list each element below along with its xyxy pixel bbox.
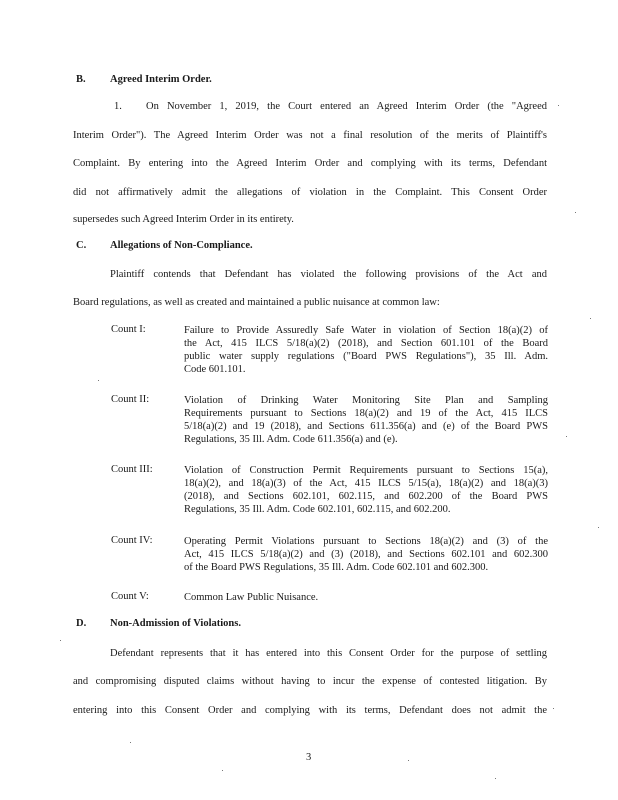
count-iii-line-1: Violation of Construction Permit Requirements pursuant to Sections 15(a), [184,465,548,476]
page-number: 3 [306,752,312,763]
count-i-line-1: Failure to Provide Assuredly Safe Water in violation of Section 18(a)(2) of [184,325,548,336]
section-d-line-1: Defendant represents that it has entered into this Consent Order for the purpose of settling [110,648,547,659]
count-ii-line-3: 5/18(a)(2) and 19 (2018), and Sections 611.356(a) and (e) of the Board PWS [184,421,548,432]
scan-speck [98,380,99,381]
scan-speck [553,708,554,709]
section-d-letter: D. [76,618,87,629]
section-b-title: Agreed Interim Order. [110,74,212,85]
count-v-line-1: Common Law Public Nuisance. [184,592,319,603]
count-i-line-3: public water supply regulations ("Board PWS Regulations"), 35 Ill. Adm. [184,351,548,362]
section-d-line-2: and compromising disputed claims without having to incur the expense of contested litigation. By [73,676,547,687]
count-i-line-2: the Act, 415 ILCS 5/18(a)(2) (2018), and Section 601.101 of the Board [184,338,548,349]
scan-speck [598,527,599,528]
scan-speck [590,318,591,319]
count-ii-line-2: Requirements pursuant to Sections 18(a)(2) and 19 of the Act, 415 ILCS [184,408,548,419]
scan-speck [222,770,223,771]
section-d-title: Non-Admission of Violations. [110,618,241,629]
section-b-line-1: On November 1, 2019, the Court entered an Agreed Interim Order (the "Agreed [146,101,547,112]
count-iii-label: Count III: [111,464,153,475]
count-iv-line-2: Act, 415 ILCS 5/18(a)(2) and (3) (2018), and Sections 602.101 and 602.300 [184,549,548,560]
count-iii-line-4: Regulations, 35 Ill. Adm. Code 602.101, 602.115, and 602.200. [184,504,451,515]
count-iii-line-3: (2018), and Sections 602.101, 602.115, and 602.200 of the Board PWS [184,491,548,502]
paragraph-number: 1. [114,101,122,112]
count-iv-line-3: of the Board PWS Regulations, 35 Ill. Adm. Code 602.101 and 602.300. [184,562,489,573]
scan-speck [495,778,496,779]
scan-speck [60,640,61,641]
scan-speck [566,436,567,437]
section-b-line-4: did not affirmatively admit the allegations of violation in the Complaint. This Consent Order [73,187,547,198]
section-b-line-2: Interim Order"). The Agreed Interim Order was not a final resolution of the merits of Plaintiff's [73,130,547,141]
section-c-intro-line-2: Board regulations, as well as created and maintained a public nuisance at common law: [73,297,440,308]
section-c-letter: C. [76,240,87,251]
count-ii-label: Count II: [111,394,150,405]
section-b-line-5: supersedes such Agreed Interim Order in its entirety. [73,214,294,225]
count-ii-line-1: Violation of Drinking Water Monitoring Site Plan and Sampling [184,395,548,406]
section-d-line-3: entering into this Consent Order and complying with its terms, Defendant does not admit the [73,705,547,716]
section-b-line-3: Complaint. By entering into the Agreed Interim Order and complying with its terms, Defendant [73,158,547,169]
scan-speck [558,105,559,106]
section-c-intro-line-1: Plaintiff contends that Defendant has violated the following provisions of the Act and [110,269,547,280]
count-i-label: Count I: [111,324,146,335]
count-ii-line-4: Regulations, 35 Ill. Adm. Code 611.356(a) and (e). [184,434,398,445]
count-iii-line-2: 18(a)(2), and 18(a)(3) of the Act, 415 ILCS 5/15(a), 18(a)(2) and 18(a)(3) [184,478,548,489]
scan-speck [130,742,131,743]
count-iv-label: Count IV: [111,535,153,546]
count-i-line-4: Code 601.101. [184,364,246,375]
section-c-title: Allegations of Non-Compliance. [110,240,253,251]
scan-speck [408,760,409,761]
count-v-label: Count V: [111,591,149,602]
scan-speck [575,212,576,213]
section-b-letter: B. [76,74,86,85]
count-iv-line-1: Operating Permit Violations pursuant to Sections 18(a)(2) and (3) of the [184,536,548,547]
